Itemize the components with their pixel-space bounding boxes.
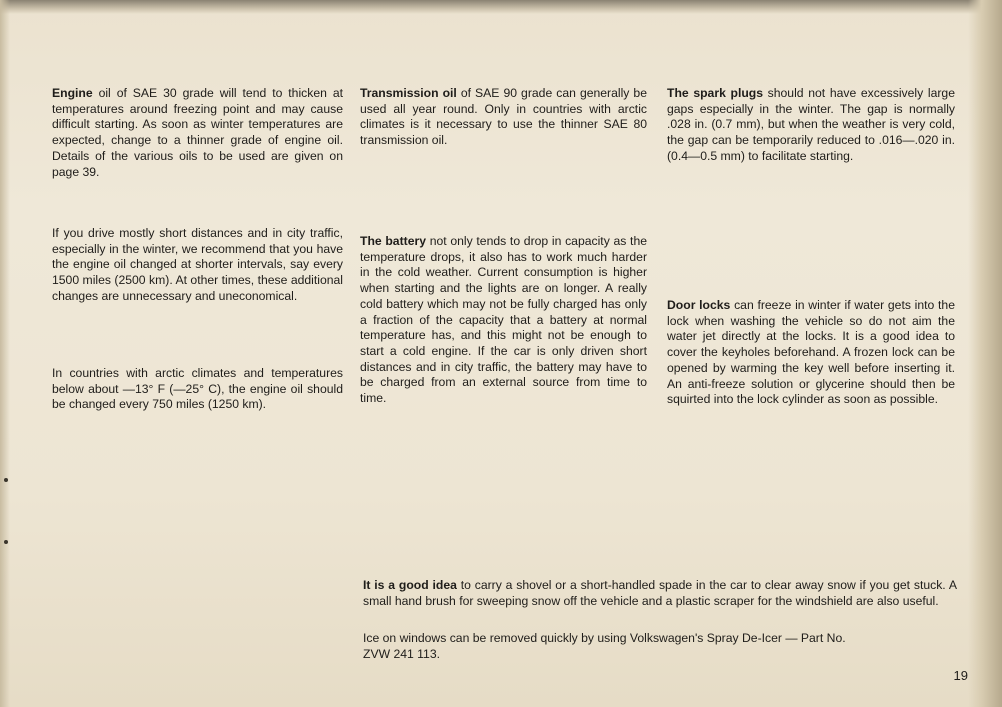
transmission-oil-heading: Transmission oil xyxy=(360,86,457,100)
page-right-edge xyxy=(968,0,1002,707)
spark-plugs-paragraph xyxy=(667,86,955,165)
door-locks-heading: Door locks xyxy=(667,298,731,312)
page-left-gutter xyxy=(0,0,10,707)
de-icer-text: Ice on windows can be removed quickly by using Volkswagen's Spray De-Icer — Part No. ZVW 241 113. xyxy=(363,631,846,661)
door-locks-text: can freeze in winter if water gets into the lock when washing the vehicle so do not aim the water jet directly at the locks. It is a good idea to cover the keyholes beforehand. A frozen lock can be opened by warming the key well before inserting it. An anti-freeze solution or glycerine should then be squirted into the lock cylinder as soon as possible. xyxy=(667,298,955,407)
shovel-heading: It is a good idea xyxy=(363,578,457,592)
page-top-shadow xyxy=(0,0,1002,14)
engine-oil-text: oil of SAE 30 grade will tend to thicken at temperatures around freezing point and may cause difficult starting. As soon as winter temperatures are expected, change to a thinner grade of engine oil. Details of the various oils to be used are given on page 39. xyxy=(52,86,343,179)
transmission-oil-paragraph xyxy=(360,86,647,149)
transmission-oil-text: of SAE 90 grade can generally be used all year round. Only in countries with arctic climates is it necessary to use the thinner SAE 80 transmission oil. xyxy=(360,86,647,148)
door-locks-paragraph xyxy=(667,298,955,408)
short-distances-paragraph xyxy=(52,226,343,305)
arctic-oil-paragraph xyxy=(52,366,343,413)
spark-plugs-text: should not have excessively large gaps especially in the winter. The gap is normally .028 in. (0.7 mm), but when the weather is very cold, the gap can be temporarily reduced to .016—.020 in. (0.4—0.5 mm) to facilitate starting. xyxy=(667,86,955,163)
binding-mark xyxy=(4,478,8,482)
shovel-text: to carry a shovel or a short-handled spade in the car to clear away snow if you get stuck. A small hand brush for sweeping snow off the vehicle and a plastic scraper for the windshield are also useful. xyxy=(363,578,957,608)
short-distances-text: If you drive mostly short distances and in city traffic, especially in the winter, we recommend that you have the engine oil changed at shorter intervals, say every 1500 miles (2500 km). At other times, these additional changes are unnecessary and uneconomical. xyxy=(52,226,343,303)
engine-oil-heading: Engine xyxy=(52,86,93,100)
binding-mark xyxy=(4,540,8,544)
page-number: 19 xyxy=(953,668,968,683)
shovel-paragraph xyxy=(363,578,957,609)
battery-text: not only tends to drop in capacity as the temperature drops, it also has to work much harder in the cold weather. Current consumption is higher when starting and the lights are on longer. A really cold battery which may not be fully charged has only a fraction of the capacity that a battery at normal temperature has, and this might not be enough to start a cold engine. If the car is only driven short distances and in city traffic, the battery may have to be charged from an external source from time to time. xyxy=(360,234,647,406)
spark-plugs-heading: The spark plugs xyxy=(667,86,763,100)
de-icer-paragraph xyxy=(363,631,873,662)
battery-paragraph xyxy=(360,234,647,407)
engine-oil-paragraph xyxy=(52,86,343,180)
arctic-oil-text: In countries with arctic climates and temperatures below about —13° F (—25° C), the engine oil should be changed every 750 miles (1250 km). xyxy=(52,366,343,412)
battery-heading: The battery xyxy=(360,234,427,248)
